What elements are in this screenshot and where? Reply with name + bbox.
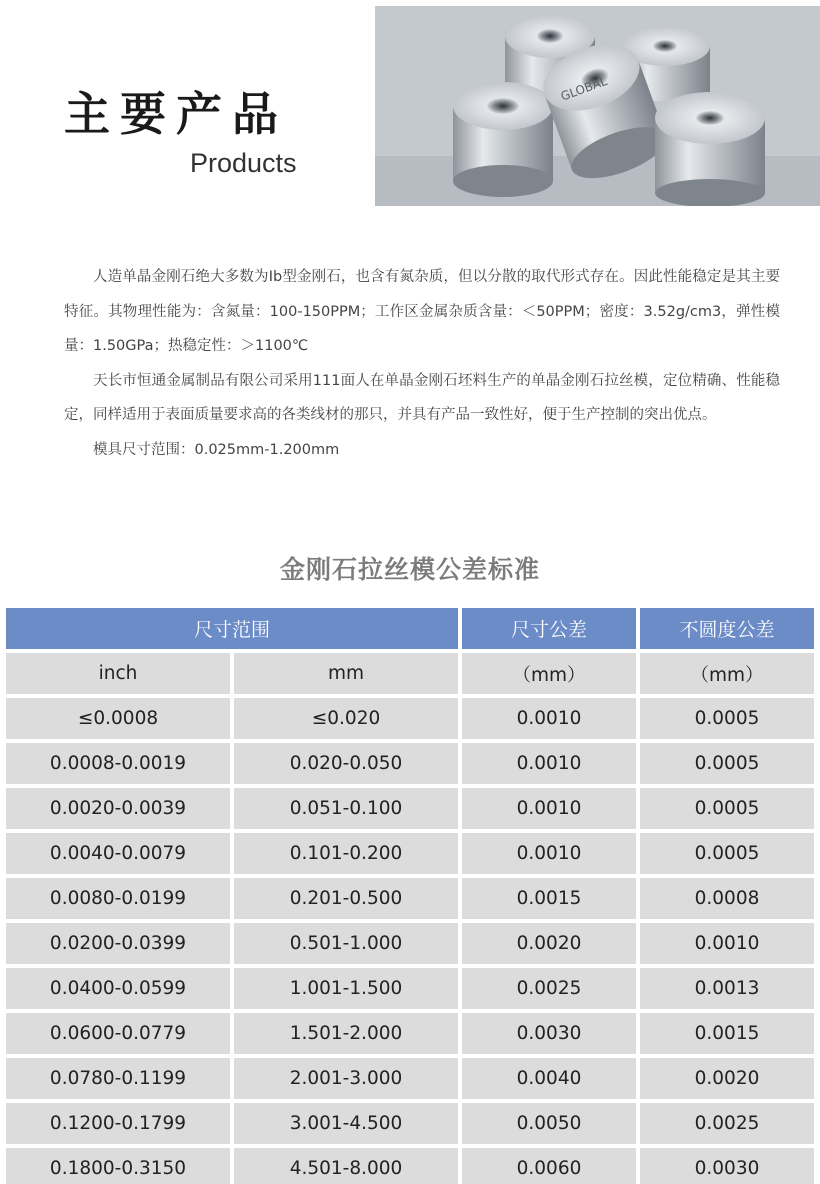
cell-mm: 0.051-0.100 (234, 788, 458, 829)
cell-roundness-tolerance: 0.0013 (640, 968, 814, 1009)
cell-roundness-tolerance: 0.0025 (640, 1103, 814, 1144)
cell-size-tolerance: 0.0050 (462, 1103, 636, 1144)
cell-size-tolerance: 0.0025 (462, 968, 636, 1009)
cell-roundness-tolerance: 0.0005 (640, 698, 814, 739)
cell-mm: 2.001-3.000 (234, 1058, 458, 1099)
description-paragraph: 人造单晶金刚石绝大多数为Ib型金刚石，也含有氮杂质，但以分散的取代形式存在。因此性能稳定是其主要特征。其物理性能为：含氮量：100-150PPM；工作区金属杂质含量：＜50PPM；密度：3.52g/cm3，弹性模量：1.50GPa；热稳定性：＞1100℃ (64, 269, 780, 355)
cell-size-tolerance: 0.0030 (462, 1013, 636, 1054)
page-title: 主要产品 (64, 87, 288, 141)
cell-size-tolerance: 0.0010 (462, 698, 636, 739)
cell-inch: 0.0780-0.1199 (6, 1058, 230, 1099)
cell-roundness-tolerance: 0.0005 (640, 743, 814, 784)
wire-die-illustration (375, 6, 820, 206)
unit-roundness-tolerance: （mm） (640, 653, 814, 694)
cell-size-tolerance: 0.0010 (462, 788, 636, 829)
die-front-left (453, 82, 553, 197)
unit-size-tolerance: （mm） (462, 653, 636, 694)
cell-inch: 0.1800-0.3150 (6, 1148, 230, 1184)
page-subtitle: Products (190, 148, 297, 178)
cell-roundness-tolerance: 0.0008 (640, 878, 814, 919)
cell-mm: ≤0.020 (234, 698, 458, 739)
cell-mm: 0.101-0.200 (234, 833, 458, 874)
cell-size-tolerance: 0.0010 (462, 833, 636, 874)
die-front-right (655, 92, 765, 206)
cell-size-tolerance: 0.0010 (462, 743, 636, 784)
header-roundness-tolerance: 不圆度公差 (640, 608, 814, 649)
cell-roundness-tolerance: 0.0030 (640, 1148, 814, 1184)
cell-mm: 0.201-0.500 (234, 878, 458, 919)
header-size-range: 尺寸范围 (6, 608, 458, 649)
header-size-tolerance: 尺寸公差 (462, 608, 636, 649)
tolerance-table (6, 608, 814, 1184)
cell-roundness-tolerance: 0.0015 (640, 1013, 814, 1054)
description-paragraph: 模具尺寸范围：0.025mm-1.200mm (93, 441, 340, 458)
unit-mm: mm (234, 653, 458, 694)
cell-roundness-tolerance: 0.0010 (640, 923, 814, 964)
cell-inch: 0.0020-0.0039 (6, 788, 230, 829)
cell-inch: 0.0400-0.0599 (6, 968, 230, 1009)
cell-roundness-tolerance: 0.0005 (640, 833, 814, 874)
cell-inch: 0.0040-0.0079 (6, 833, 230, 874)
cell-mm: 1.501-2.000 (234, 1013, 458, 1054)
product-description (64, 260, 780, 468)
product-photo (375, 6, 820, 206)
die-engraving: GLOBAL (558, 73, 609, 104)
cell-size-tolerance: 0.0040 (462, 1058, 636, 1099)
cell-inch: ≤0.0008 (6, 698, 230, 739)
cell-mm: 0.501-1.000 (234, 923, 458, 964)
cell-mm: 0.020-0.050 (234, 743, 458, 784)
cell-size-tolerance: 0.0015 (462, 878, 636, 919)
cell-size-tolerance: 0.0020 (462, 923, 636, 964)
cell-size-tolerance: 0.0060 (462, 1148, 636, 1184)
cell-inch: 0.0008-0.0019 (6, 743, 230, 784)
cell-inch: 0.0600-0.0779 (6, 1013, 230, 1054)
cell-mm: 4.501-8.000 (234, 1148, 458, 1184)
unit-inch: inch (6, 653, 230, 694)
table-title: 金刚石拉丝模公差标准 (279, 555, 540, 584)
cell-inch: 0.1200-0.1799 (6, 1103, 230, 1144)
cell-inch: 0.0080-0.0199 (6, 878, 230, 919)
cell-inch: 0.0200-0.0399 (6, 923, 230, 964)
cell-mm: 1.001-1.500 (234, 968, 458, 1009)
description-paragraph: 天长市恒通金属制品有限公司采用111面人在单晶金刚石坯料生产的单晶金刚石拉丝模，定位精确、性能稳定，同样适用于表面质量要求高的各类线材的那只，并具有产品一致性好，便于生产控制的突出优点。 (64, 372, 780, 424)
cell-roundness-tolerance: 0.0020 (640, 1058, 814, 1099)
cell-mm: 3.001-4.500 (234, 1103, 458, 1144)
cell-roundness-tolerance: 0.0005 (640, 788, 814, 829)
